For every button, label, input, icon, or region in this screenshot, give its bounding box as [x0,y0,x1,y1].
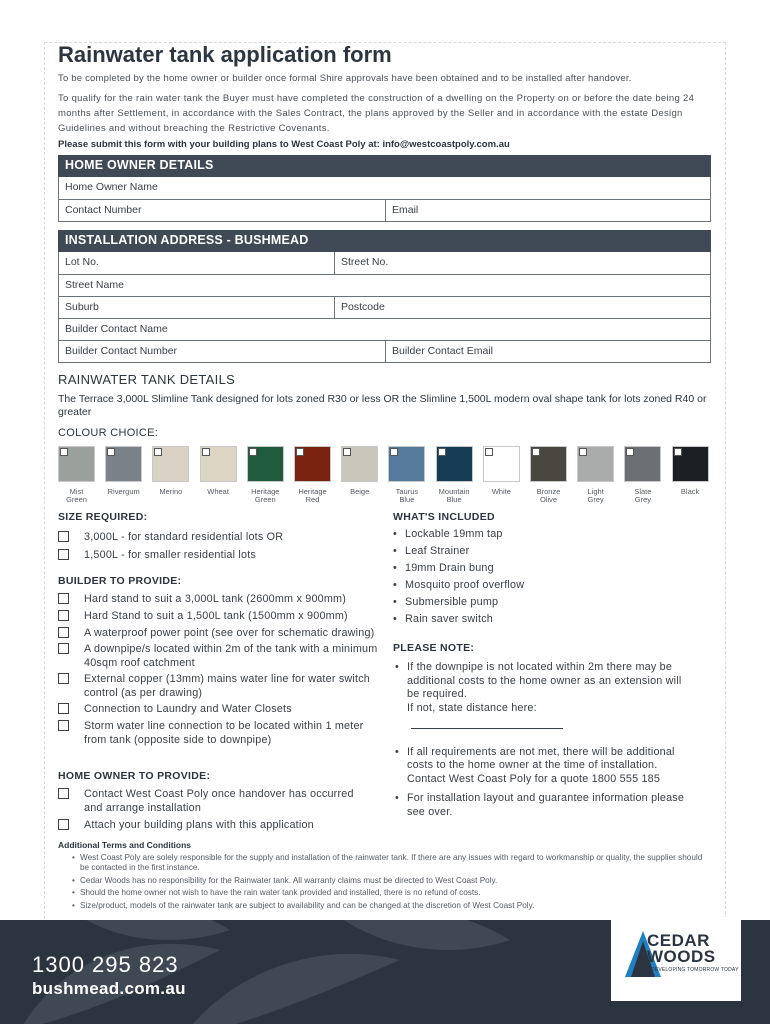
colour-label: Mist Green [66,487,87,504]
submit-instruction: Please submit this form with your building plans to West Coast Poly at: info@westcoastpoly.com.au [58,139,510,150]
contact-number-field[interactable]: Contact Number [65,204,142,216]
checkbox[interactable] [249,448,257,456]
page-title: Rainwater tank application form [58,42,392,67]
included-heading: WHAT'S INCLUDED [393,511,495,523]
colour-chip [483,446,520,482]
checkbox[interactable] [58,531,69,542]
colour-label: Merino [159,487,183,496]
colour-swatch[interactable] [388,446,425,506]
colour-swatch[interactable] [200,446,237,506]
tank-description: The Terrace 3,000L Slimline Tank designed for lots zoned R30 or less OR the Slimline 1,500L modern oval shape tank for lots zoned R40 or greater [58,393,707,418]
colour-label: Light Grey [587,487,604,504]
colour-chip [530,446,567,482]
colour-label: White [491,487,511,496]
email-field[interactable]: Email [385,200,710,221]
colour-swatch[interactable] [530,446,567,506]
included-item: • Mosquito proof overflow [393,579,693,593]
colour-label: Taurus Blue [395,487,419,504]
size-option-1500[interactable]: 1,500L - for smaller residential lots [58,548,378,562]
owner-item[interactable]: Contact West Coast Poly once handover has occurred and arrange installation [58,787,358,815]
colour-swatch[interactable] [672,446,709,506]
included-list [393,528,693,627]
suburb-field[interactable]: Suburb [65,301,99,313]
terms-heading: Additional Terms and Conditions [58,840,192,850]
checkbox[interactable] [343,448,351,456]
colour-chip [341,446,378,482]
logo-wordmark: CEDAR WOODS [647,931,716,966]
note-item-requirements: • If all requirements are not met, there will be additional costs to the home owner at the time of installation. Contact West Coast Poly for a quote 1800 555 185 [395,746,691,787]
checkbox[interactable] [58,673,69,684]
builder-item[interactable]: A downpipe/s located within 2m of the tank with a minimum 40sqm roof catchment [58,642,378,670]
lot-no-field[interactable]: Lot No. [65,256,99,268]
colour-label: Slate Grey [634,487,652,504]
size-option-3000[interactable]: 3,000L - for standard residential lots OR [58,530,378,544]
checkbox[interactable] [390,448,398,456]
included-item: • Leaf Strainer [393,545,693,559]
colour-chip [388,446,425,482]
colour-swatches [58,446,711,506]
colour-label: Rivergum [107,487,140,496]
included-item: • Submersible pump [393,596,693,610]
builder-item[interactable]: External copper (13mm) mains water line for water switch control (as per drawing) [58,672,378,700]
checkbox[interactable] [58,610,69,621]
intro-text: To be completed by the home owner or builder once formal Shire approvals have been obtained and to be installed after handover. [58,73,632,84]
colour-swatch[interactable] [247,446,284,506]
size-heading: SIZE REQUIRED: [58,511,148,523]
note-item-downpipe: • If the downpipe is not located within 2m there may be additional costs to the home owner as an extension will be required. If not, state distance here: [395,661,691,729]
terms-item: • Size/product, models of the rainwater tank are subject to availability and can be changed at the discretion of West Coast Poly. [74,901,704,911]
colour-chip [247,446,284,482]
builder-item[interactable]: Storm water line connection to be located within 1 meter from tank (opposite side to downpipe) [58,719,378,747]
footer-website[interactable]: bushmead.com.au [32,979,186,998]
colour-chip [58,446,95,482]
footer-phone[interactable]: 1300 295 823 [32,952,179,977]
checkbox[interactable] [58,627,69,638]
included-item: • Lockable 19mm tap [393,528,693,542]
colour-swatch[interactable] [294,446,331,506]
colour-choice-heading: COLOUR CHOICE: [58,427,159,439]
home-owner-heading: HOME OWNER DETAILS [58,155,711,177]
qualify-text: To qualify for the rain water tank the Buyer must have completed the construction of a dwelling on the Property on or before the date being 24 months after Settlement, in accordance with the Sales Contract, the plans approved by the Seller and in accordance with the estate Design Guidelines and without breaching the Restrictive Covenants. [58,93,695,134]
included-item: • 19mm Drain bung [393,562,693,576]
colour-chip [436,446,473,482]
colour-swatch[interactable] [483,446,520,506]
builder-number-field[interactable]: Builder Contact Number [65,345,178,357]
colour-swatch[interactable] [152,446,189,506]
checkbox[interactable] [60,448,68,456]
colour-chip [624,446,661,482]
terms-list [74,853,704,913]
checkbox[interactable] [438,448,446,456]
owner-item[interactable]: Attach your building plans with this application [58,818,358,832]
builder-items [58,592,378,747]
checkbox[interactable] [58,720,69,731]
postcode-field[interactable]: Postcode [334,297,710,318]
colour-chip [200,446,237,482]
colour-swatch[interactable] [58,446,95,506]
checkbox[interactable] [107,448,115,456]
colour-chip [152,446,189,482]
installation-heading: INSTALLATION ADDRESS - BUSHMEAD [58,230,711,252]
checkbox[interactable] [58,703,69,714]
builder-heading: BUILDER TO PROVIDE: [58,575,182,587]
colour-swatch[interactable] [105,446,142,506]
checkbox[interactable] [154,448,162,456]
owner-provide-items [58,787,358,832]
colour-swatch[interactable] [436,446,473,506]
note-list [395,661,695,819]
checkbox[interactable] [485,448,493,456]
builder-item[interactable]: Connection to Laundry and Water Closets [58,702,378,716]
checkbox[interactable] [626,448,634,456]
colour-chip [105,446,142,482]
cedar-woods-logo [611,917,741,1001]
builder-name-field[interactable]: Builder Contact Name [65,323,168,335]
checkbox[interactable] [58,788,69,799]
checkbox[interactable] [58,593,69,604]
checkbox[interactable] [674,448,682,456]
colour-swatch[interactable] [341,446,378,506]
home-owner-form [58,177,711,222]
colour-label: Beige [350,487,370,496]
colour-swatch[interactable] [577,446,614,506]
checkbox[interactable] [296,448,304,456]
street-name-field[interactable]: Street Name [65,279,124,291]
owner-provide-heading: HOME OWNER TO PROVIDE: [58,770,211,782]
checkbox[interactable] [202,448,210,456]
builder-item[interactable]: Hard stand to suit a 3,000L tank (2600mm x 900mm) [58,592,378,606]
colour-label: Heritage Red [298,487,327,504]
colour-label: Black [680,487,700,496]
checkbox[interactable] [58,643,69,654]
builder-item[interactable]: A waterproof power point (see over for schematic drawing) [58,626,378,640]
colour-label: Mountain Blue [438,487,470,504]
tank-details-heading: RAINWATER TANK DETAILS [58,372,236,387]
terms-item: • West Coast Poly are solely responsible for the supply and installation of the rainwater tank. If there are any issues with regard to workmanship or quality, the supplier should be contacted in the first instance. [74,853,704,873]
colour-chip [577,446,614,482]
logo-tagline: DEVELOPING TOMORROW TODAY [651,967,739,973]
checkbox[interactable] [58,819,69,830]
colour-chip [672,446,709,482]
street-no-field[interactable]: Street No. [334,252,710,274]
note-heading: PLEASE NOTE: [393,642,475,654]
installation-form [58,252,711,363]
checkbox[interactable] [58,549,69,560]
colour-swatch[interactable] [624,446,661,506]
terms-item: • Should the home owner not wish to have the rain water tank provided and installed, there is no refund of costs. [74,888,704,898]
checkbox[interactable] [532,448,540,456]
checkbox[interactable] [579,448,587,456]
builder-item[interactable]: Hard Stand to suit a 1,500L tank (1500mm x 900mm) [58,609,378,623]
distance-input[interactable] [411,719,563,729]
size-options [58,530,378,562]
terms-item: • Cedar Woods has no responsibility for the Rainwater tank. All warranty claims must be directed to West Coast Poly. [74,876,704,886]
builder-email-field[interactable]: Builder Contact Email [385,341,710,362]
colour-chip [294,446,331,482]
note-item-layout: • For installation layout and guarantee information please see over. [395,792,691,819]
home-owner-name-field[interactable]: Home Owner Name [65,181,158,193]
included-item: • Rain saver switch [393,613,693,627]
colour-label: Heritage Green [251,487,280,504]
colour-label: Wheat [207,487,229,496]
colour-label: Bronze Olive [536,487,561,504]
